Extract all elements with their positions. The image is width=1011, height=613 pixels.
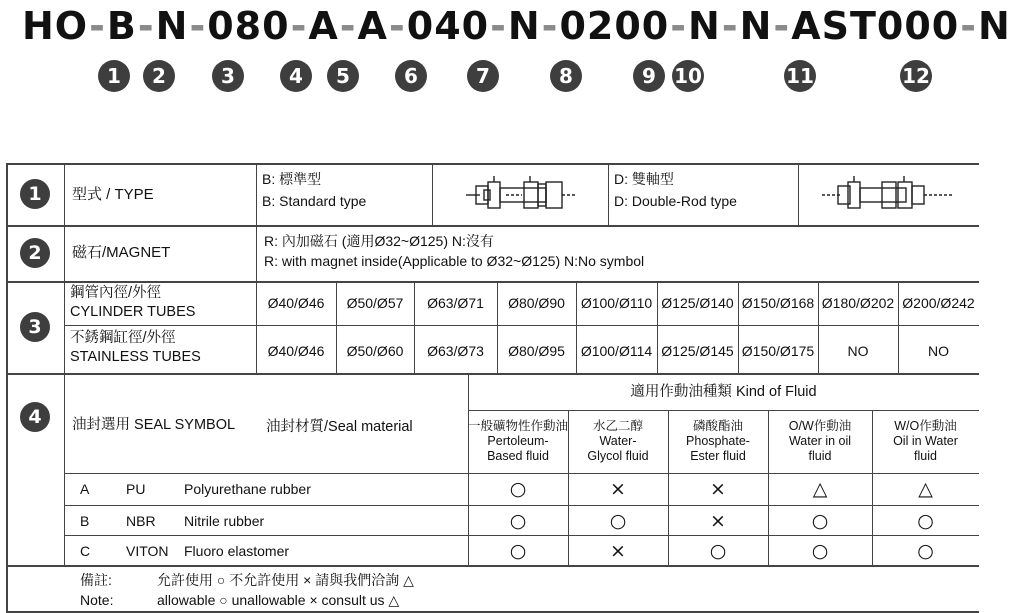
compatibility-mark: ○ (509, 509, 527, 532)
code-segment: A (308, 4, 339, 48)
code-segment: 040 (406, 4, 490, 48)
cylinder-tubes-cn: 鋼管內徑/外徑 (70, 285, 162, 301)
compatibility-mark: △ (812, 477, 828, 500)
seal-code: C (80, 542, 91, 559)
fluid-name-en1: Water in oil (788, 433, 852, 448)
fluid-name-cn: O/W作動油 (788, 418, 852, 433)
code-position-badge: 9 (633, 60, 665, 92)
code-separator: - (960, 4, 977, 48)
code-position-badge: 4 (280, 60, 312, 92)
seal-code: B (80, 512, 90, 529)
double-rod-cylinder-icon (822, 173, 952, 217)
seal-abbr: VITON (126, 542, 169, 559)
tube-size-cell: Ø80/Ø90 (508, 294, 565, 311)
fluid-name-en1: Water- (599, 433, 637, 448)
fluid-header: 適用作動油種類 Kind of Fluid (630, 383, 817, 400)
code-segment: N (507, 4, 541, 48)
code-segment: N (155, 4, 189, 48)
fluid-column-header (568, 413, 668, 469)
compatibility-mark: ○ (917, 539, 934, 562)
note-text-cn: 允許使用 ○ 不允許使用 × 請與我們洽詢 △ (157, 572, 414, 588)
magnet-line-cn: R: 內加磁石 (適用Ø32~Ø125) N:沒有 (264, 233, 494, 249)
row-number-badge: 3 (20, 312, 50, 342)
fluid-column-header (872, 413, 979, 469)
stainless-tubes-en: STAINLESS TUBES (70, 349, 201, 365)
code-separator: - (721, 4, 739, 48)
code-separator: - (339, 4, 357, 48)
compatibility-mark: △ (918, 477, 933, 500)
magnet-label: 磁石/MAGNET (72, 243, 171, 261)
code-segment: N (688, 4, 721, 48)
code-segment: 080 (207, 4, 290, 48)
type-label: 型式 / TYPE (72, 185, 154, 203)
code-separator: - (89, 4, 106, 48)
code-position-badge: 12 (900, 60, 932, 92)
code-position-badge: 2 (143, 60, 175, 92)
tube-size-cell: Ø150/Ø175 (741, 342, 815, 359)
fluid-name-cn: 水乙二醇 (592, 418, 643, 433)
fluid-name-en1: Pertoleum- (487, 433, 549, 448)
type-d-cn: D: 雙軸型 (614, 171, 674, 187)
fluid-column-header (768, 413, 872, 469)
tube-size-cell: Ø40/Ø46 (267, 294, 325, 311)
code-segment: 0200 (559, 4, 670, 48)
fluid-name-cn: 一般礦物性作動油 (468, 418, 569, 433)
tube-size-cell: Ø80/Ø95 (508, 342, 565, 359)
row-number-badge: 1 (20, 179, 50, 209)
magnet-line-en: R: with magnet inside(Applicable to Ø32~Ø125) N:No symbol (264, 253, 645, 269)
seal-symbol-label: 油封選用 SEAL SYMBOL (72, 416, 236, 433)
compatibility-mark: ○ (609, 509, 627, 532)
code-position-badge: 1 (98, 60, 130, 92)
type-d-en: D: Double-Rod type (614, 193, 737, 209)
compatibility-mark: ○ (509, 539, 527, 562)
code-position-badge: 5 (327, 60, 359, 92)
model-code (22, 4, 1011, 48)
seal-abbr: NBR (126, 512, 156, 529)
fluid-name-en2: Glycol fluid (587, 448, 649, 463)
code-segment: N (978, 4, 1011, 48)
code-separator: - (490, 4, 507, 48)
note-text-en: allowable ○ unallowable × consult us △ (157, 592, 400, 608)
tube-size-cell: Ø50/Ø57 (346, 294, 404, 311)
tube-size-cell: Ø63/Ø73 (427, 342, 484, 359)
tube-size-cell: NO (928, 342, 949, 359)
tube-size-cell: Ø100/Ø110 (580, 294, 653, 311)
code-separator: - (388, 4, 406, 48)
code-separator: - (290, 4, 308, 48)
fluid-name-en1: Phosphate- (686, 433, 750, 448)
compatibility-mark: ○ (811, 509, 829, 532)
tube-size-cell: Ø50/Ø60 (346, 342, 404, 359)
seal-code: A (80, 480, 90, 497)
fluid-name-cn: 磷酸酯油 (692, 418, 743, 433)
compatibility-mark: × (710, 477, 726, 500)
tube-size-cell: Ø63/Ø71 (427, 294, 484, 311)
code-segment: AST000 (791, 4, 960, 48)
fluid-name-en2: Based fluid (487, 448, 549, 463)
code-separator: - (137, 4, 155, 48)
code-segment: B (106, 4, 137, 48)
note-texts (157, 570, 414, 610)
compatibility-mark: × (710, 509, 726, 532)
code-segment: A (357, 4, 388, 48)
code-separator: - (189, 4, 207, 48)
code-position-badge: 10 (672, 60, 704, 92)
fluid-name-cn: W/O作動油 (894, 418, 957, 433)
tube-size-cell: Ø100/Ø114 (580, 342, 653, 359)
note-label-en: Note: (80, 592, 114, 608)
row-number-badge: 4 (20, 402, 50, 432)
cylinder-tubes-label (70, 284, 195, 322)
seal-material-name: Polyurethane rubber (184, 480, 311, 497)
magnet-options (264, 231, 644, 271)
code-segment: HO (22, 4, 89, 48)
type-b-option (262, 168, 366, 212)
code-separator: - (541, 4, 559, 48)
tube-size-cell: Ø125/Ø140 (661, 294, 734, 311)
tube-size-cell: Ø150/Ø168 (741, 294, 815, 311)
fluid-name-en2: fluid (808, 448, 832, 463)
code-position-badge: 11 (784, 60, 816, 92)
fluid-column-header (468, 413, 568, 469)
note-labels (80, 570, 113, 610)
type-b-cn: B: 標準型 (262, 171, 322, 187)
row-number-badge: 2 (20, 238, 50, 268)
compatibility-mark: ○ (917, 509, 934, 532)
fluid-name-en2: Ester fluid (690, 448, 746, 463)
fluid-name-en1: Oil in Water (893, 433, 958, 448)
code-segment: N (739, 4, 773, 48)
tube-size-cell: Ø180/Ø202 (821, 294, 895, 311)
tube-size-cell: Ø40/Ø46 (267, 342, 325, 359)
type-b-en: B: Standard type (262, 193, 367, 209)
code-position-badge: 3 (212, 60, 244, 92)
seal-material-name: Nitrile rubber (184, 512, 265, 529)
note-label-cn: 備註: (80, 572, 112, 588)
code-separator: - (773, 4, 791, 48)
fluid-name-en2: fluid (914, 448, 937, 463)
seal-abbr: PU (126, 480, 146, 497)
compatibility-mark: × (610, 477, 626, 500)
compatibility-mark: × (610, 539, 626, 562)
tube-size-cell: Ø125/Ø145 (661, 342, 734, 359)
compatibility-mark: ○ (811, 539, 829, 562)
code-position-badge: 6 (395, 60, 427, 92)
seal-material-label: 油封材質/Seal material (266, 418, 413, 435)
stainless-tubes-cn: 不銹鋼缸徑/外徑 (70, 330, 176, 346)
stainless-tubes-label (70, 329, 201, 367)
code-position-badge: 7 (467, 60, 499, 92)
standard-cylinder-icon (466, 173, 576, 217)
tube-size-cell: Ø200/Ø242 (902, 294, 975, 311)
fluid-column-header (668, 413, 768, 469)
tube-size-cell: NO (847, 342, 869, 359)
code-separator: - (670, 4, 687, 48)
compatibility-mark: ○ (509, 477, 527, 500)
code-position-badge: 8 (550, 60, 582, 92)
seal-material-name: Fluoro elastomer (184, 542, 290, 559)
compatibility-mark: ○ (709, 539, 727, 562)
type-d-option (614, 168, 737, 212)
cylinder-tubes-en: CYLINDER TUBES (70, 304, 196, 320)
